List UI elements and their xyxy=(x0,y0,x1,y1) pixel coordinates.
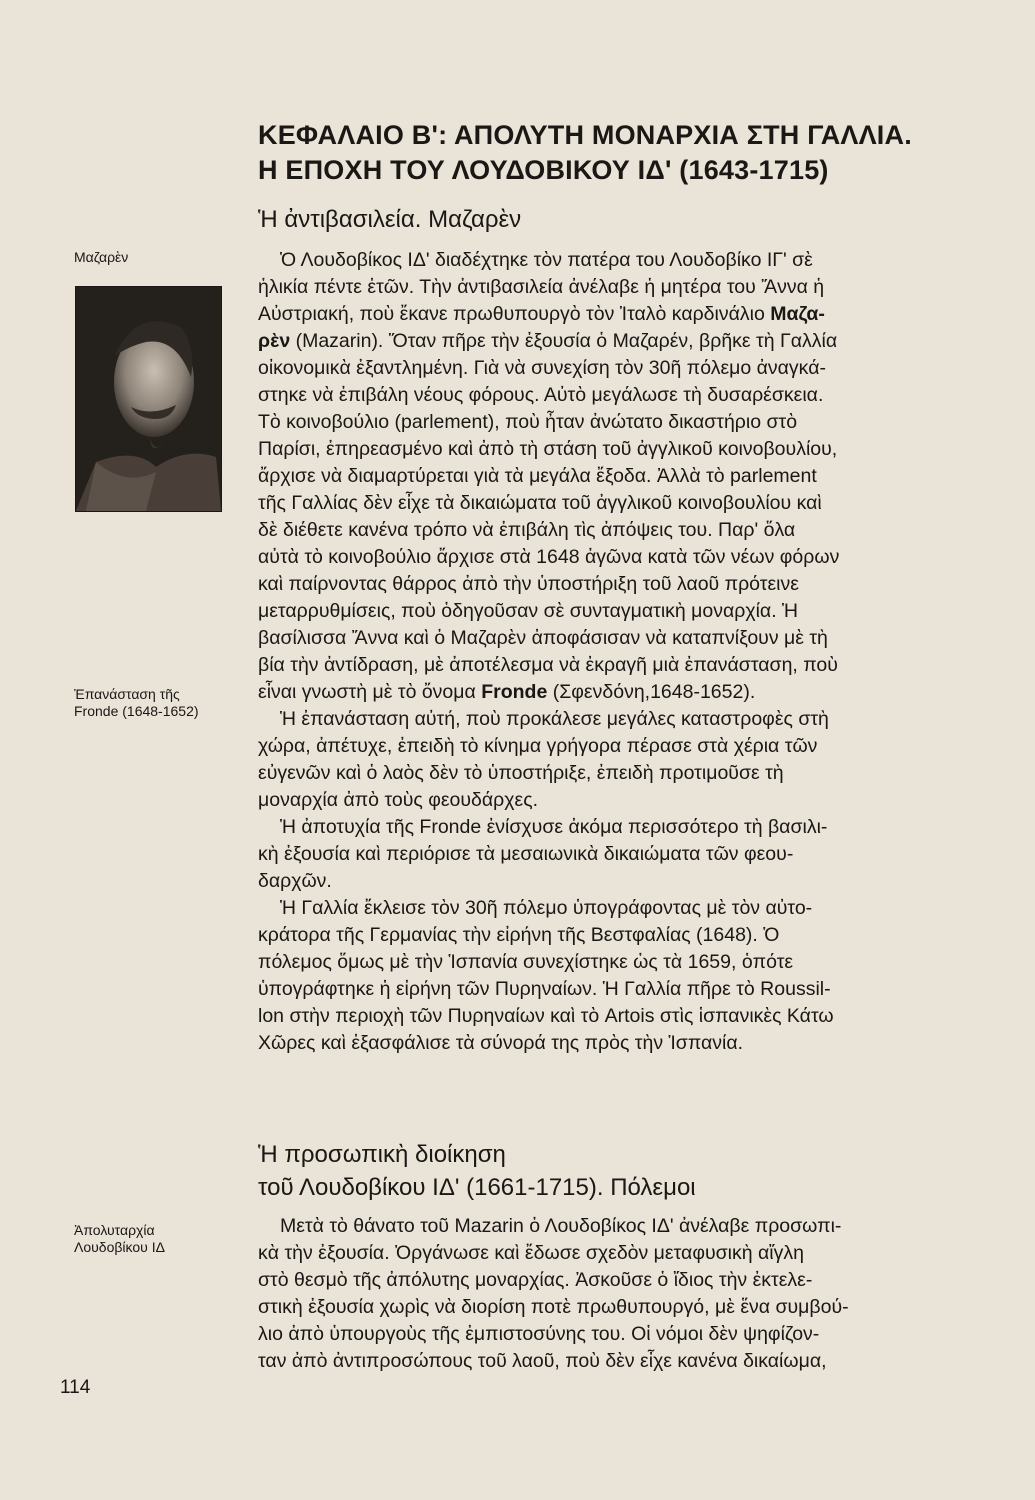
text-line: στηκε νὰ ἐπιβάλη νέους φόρους. Αὐτὸ μεγάλωσε τὴ δυσαρέσκεια. xyxy=(258,384,824,406)
text-line: στικὴ ἐξουσία χωρὶς νὰ διορίση ποτὲ πρωθυπουργό, μὲ ἕνα συμβού- xyxy=(258,1296,849,1318)
text-line: Χῶρες καὶ ἐξασφάλισε τὰ σύνορά της πρὸς τὴν Ἱσπανία. xyxy=(258,1032,744,1054)
sidenote-absolutism-line-2: Λουδοβίκου ΙΔ xyxy=(74,1239,165,1255)
text-line: lon στὴν περιοχὴ τῶν Πυρηναίων καὶ τὸ Artois στὶς ἱσπανικὲς Κάτω xyxy=(258,1005,834,1027)
text-segment: (Mazarin). Ὅταν πῆρε τὴν ἐξουσία ὁ Μαζαρέν, βρῆκε τὴ Γαλλία xyxy=(295,330,838,352)
text-line: καὶ παίρνοντας θάρρος ἀπὸ τὴν ὑποστήριξη τοῦ λαοῦ πρότεινε xyxy=(258,573,799,595)
text-line: Ὁ Λουδοβίκος ΙΔ' διαδέχτηκε τὸν πατέρα του Λουδοβίκο ΙΓ' σὲ xyxy=(280,249,813,271)
chapter-title xyxy=(258,118,998,188)
text-bold-mazarin: Μαζα- xyxy=(770,303,825,325)
text-line: μεταρρυθμίσεις, ποὺ ὁδηγοῦσαν σὲ συνταγματικὴ μοναρχία. Ἡ xyxy=(258,600,799,622)
section-regency-body xyxy=(258,247,978,1057)
text-line: Ἡ ἐπανάσταση αὐτή, ποὺ προκάλεσε μεγάλες καταστροφὲς στὴ xyxy=(280,708,829,730)
text-line: Ἡ ἀποτυχία τῆς Fronde ἐνίσχυσε ἀκόμα περισσότερο τὴ βασιλι- xyxy=(280,816,828,838)
sidenote-mazarin-text: Μαζαρὲν xyxy=(74,249,129,265)
section-personal-rule-body xyxy=(258,1213,978,1375)
text-line: κὴ ἐξουσία καὶ περιόρισε τὰ μεσαιωνικὰ δικαιώματα τῶν φεου- xyxy=(258,843,794,865)
portrait-image-mazarin xyxy=(75,286,222,512)
chapter-title-line-1: ΚΕΦΑΛΑΙΟ Β': ΑΠΟΛΥΤΗ ΜΟΝΑΡΧΙΑ ΣΤΗ ΓΑΛΛΙΑ. xyxy=(258,120,912,150)
text-line: δαρχῶν. xyxy=(258,870,332,892)
section-heading-regency-text: Ἡ ἀντιβασιλεία. Μαζαρὲν xyxy=(258,206,522,233)
text-line xyxy=(258,679,978,706)
text-line: κράτορα τῆς Γερμανίας τὴν εἰρήνη τῆς Βεστφαλίας (1648). Ὁ xyxy=(258,924,780,946)
text-line: Παρίσι, ἐπηρεασμένο καὶ ἀπὸ τὴ στάση τοῦ ἀγγλικοῦ κοινοβουλίου, xyxy=(258,438,838,460)
sidenote-mazarin xyxy=(74,249,234,266)
text-line: δὲ διέθετε κανένα τρόπο νὰ ἐπιβάλη τὶς ἀπόψεις του. Παρ' ὅλα xyxy=(258,519,796,541)
text-bold-fronde: Fronde xyxy=(481,681,548,703)
text-line: Τὸ κοινοβούλιο (parlement), ποὺ ἦταν ἀνώτατο δικαστήριο στὸ xyxy=(258,411,798,433)
text-line: Μετὰ τὸ θάνατο τοῦ Mazarin ὁ Λουδοβίκος ΙΔ' ἀνέλαβε προσωπι- xyxy=(280,1215,842,1237)
text-line: οἰκονομικὰ ἐξαντλημένη. Γιὰ νὰ συνεχίση τὸν 30ῆ πόλεμο ἀναγκά- xyxy=(258,357,826,379)
sidenote-absolutism xyxy=(74,1222,234,1256)
section-heading-personal-rule xyxy=(258,1138,998,1204)
text-line: ἄρχισε νὰ διαμαρτύρεται γιὰ τὰ μεγάλα ἔξοδα. Ἀλλὰ τὸ parlement xyxy=(258,465,817,487)
text-segment: Αὐστριακή, ποὺ ἔκανε πρωθυπουργὸ τὸν Ἰταλὸ καρδινάλιο xyxy=(258,303,765,325)
text-line: μοναρχία ἀπὸ τοὺς φεουδάρχες. xyxy=(258,789,539,811)
text-line: ταν ἀπὸ ἀντιπροσώπους τοῦ λαοῦ, ποὺ δὲν εἶχε κανένα δικαίωμα, xyxy=(258,1350,827,1372)
text-line: ἡλικία πέντε ἐτῶν. Τὴν ἀντιβασιλεία ἀνέλαβε ἡ μητέρα του Ἄννα ἡ xyxy=(258,276,825,298)
text-line: τῆς Γαλλίας δὲν εἶχε τὰ δικαιώματα τοῦ ἀγγλικοῦ κοινοβουλίου καὶ xyxy=(258,492,822,514)
text-segment: (Σφενδόνη,1648-1652). xyxy=(552,681,756,703)
text-line: λιο ἀπὸ ὑπουργοὺς τῆς ἐμπιστοσύνης του. Οἱ νόμοι δὲν ψηφίζον- xyxy=(258,1323,820,1345)
sidenote-fronde-line-1: Ἐπανάσταση τῆς xyxy=(74,686,180,702)
section-heading-personal-rule-line-2: τοῦ Λουδοβίκου ΙΔ' (1661-1715). Πόλεμοι xyxy=(258,1174,696,1201)
sidenote-fronde xyxy=(74,686,234,720)
text-line: εὐγενῶν καὶ ὁ λαὸς δὲν τὸ ὑποστήριξε, ἐπειδὴ προτιμοῦσε τὴ xyxy=(258,762,784,784)
text-line: χώρα, ἀπέτυχε, ἐπειδὴ τὸ κίνημα γρήγορα πέρασε στὰ χέρια τῶν xyxy=(258,735,818,757)
text-line: βία τὴν ἀντίδραση, μὲ ἀποτέλεσμα νὰ ἐκραγῆ μιὰ ἐπανάσταση, ποὺ xyxy=(258,654,838,676)
text-line xyxy=(258,301,978,328)
text-line: Ἡ Γαλλία ἔκλεισε τὸν 30ῆ πόλεμο ὑπογράφοντας μὲ τὸν αὐτο- xyxy=(280,897,813,919)
page-number: 114 xyxy=(60,1377,91,1398)
section-heading-personal-rule-line-1: Ἡ προσωπικὴ διοίκηση xyxy=(258,1141,506,1168)
text-line: βασίλισσα Ἄννα καὶ ὁ Μαζαρὲν ἀποφάσισαν νὰ καταπνίξουν μὲ τὴ xyxy=(258,627,828,649)
sidenote-fronde-line-2: Fronde (1648-1652) xyxy=(74,703,199,719)
text-line: αὐτὰ τὸ κοινοβούλιο ἄρχισε στὰ 1648 ἀγῶνα κατὰ τῶν νέων φόρων xyxy=(258,546,840,568)
text-line: στὸ θεσμὸ τῆς ἀπόλυτης μοναρχίας. Ἀσκοῦσε ὁ ἴδιος τὴν ἐκτελε- xyxy=(258,1269,813,1291)
portrait-illustration xyxy=(76,287,221,511)
chapter-title-line-2: Η ΕΠΟΧΗ ΤΟΥ ΛΟΥΔΟΒΙΚΟΥ ΙΔ' (1643-1715) xyxy=(258,155,829,185)
text-segment: εἶναι γνωστὴ μὲ τὸ ὄνομα xyxy=(258,681,476,703)
text-line: κὰ τὴν ἐξουσία. Ὀργάνωσε καὶ ἔδωσε σχεδὸν μεταφυσικὴ αἴγλη xyxy=(258,1242,804,1264)
sidenote-absolutism-line-1: Ἀπολυταρχία xyxy=(74,1222,155,1238)
text-line xyxy=(258,328,978,355)
text-bold-mazarin-cont: ρὲν xyxy=(258,330,291,352)
section-heading-regency xyxy=(258,203,998,236)
text-line: πόλεμος ὅμως μὲ τὴν Ἱσπανία συνεχίστηκε ὡς τὰ 1659, ὁπότε xyxy=(258,951,794,973)
text-line: ὑπογράφτηκε ἡ εἰρήνη τῶν Πυρηναίων. Ἡ Γαλλία πῆρε τὸ Roussil- xyxy=(258,978,831,1000)
